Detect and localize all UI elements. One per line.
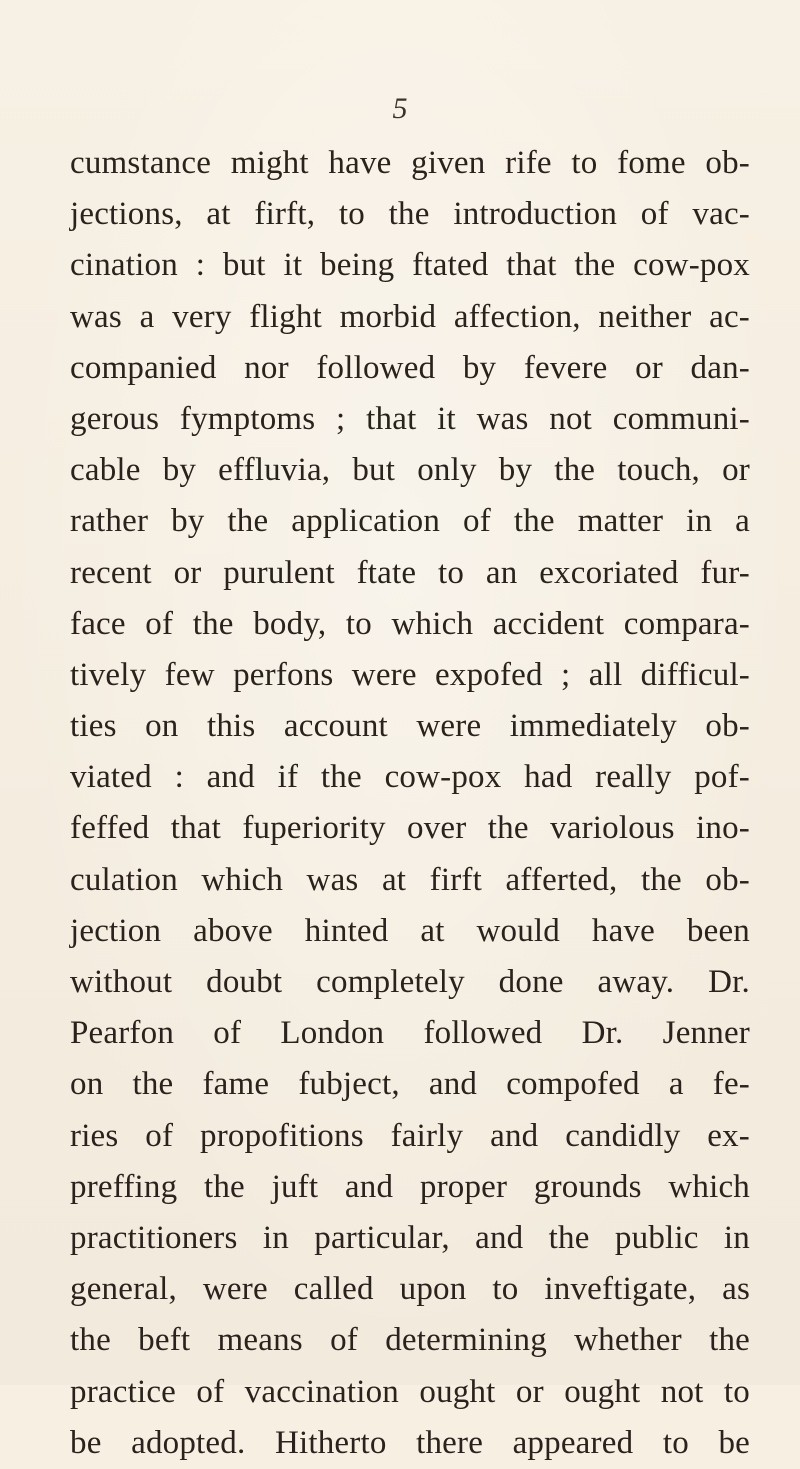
body-text bbox=[70, 138, 750, 1469]
text-line: ries of propofitions fairly and candidly ex- bbox=[70, 1117, 750, 1154]
text-line: companied nor followed by fevere or dan- bbox=[70, 349, 750, 386]
text-line: jection above hinted at would have been bbox=[70, 912, 750, 949]
text-line: be adopted. Hitherto there appeared to be bbox=[70, 1424, 750, 1461]
text-line: cumstance might have given rife to fome ob- bbox=[70, 145, 750, 181]
text-line: face of the body, to which accident compara- bbox=[70, 605, 750, 642]
text-line: Pearfon of London followed Dr. Jenner bbox=[70, 1015, 750, 1052]
text-line: feffed that fuperiority over the variolous ino- bbox=[70, 810, 750, 847]
text-line: gerous fymptoms ; that it was not communi- bbox=[70, 400, 750, 437]
text-line: recent or purulent ftate to an excoriated fur- bbox=[70, 554, 750, 591]
text-line: general, were called upon to inveftigate, as bbox=[70, 1271, 750, 1308]
text-line: viated : and if the cow-pox had really pof- bbox=[70, 759, 750, 796]
text-line: on the fame fubject, and compofed a fe- bbox=[70, 1066, 750, 1103]
text-line: cination : but it being ftated that the cow-pox bbox=[70, 247, 750, 284]
text-line: the beft means of determining whether the bbox=[70, 1322, 750, 1359]
text-line: ties on this account were immediately ob- bbox=[70, 708, 750, 745]
text-line: rather by the application of the matter in a bbox=[70, 503, 750, 540]
page-number: 5 bbox=[392, 92, 408, 125]
text-line: without doubt completely done away. Dr. bbox=[70, 964, 750, 1000]
text-line: cable by effluvia, but only by the touch, or bbox=[70, 452, 750, 489]
text-line: practitioners in particular, and the public in bbox=[70, 1219, 750, 1256]
text-line: tively few perfons were expofed ; all difficul- bbox=[70, 656, 750, 693]
text-line: culation which was at firft afferted, the ob- bbox=[70, 861, 750, 898]
text-line: preffing the juft and proper grounds which bbox=[70, 1168, 750, 1205]
text-line: was a very flight morbid affection, neither ac- bbox=[70, 298, 750, 335]
text-line: practice of vaccination ought or ought not to bbox=[70, 1373, 750, 1410]
text-line: jections, at firft, to the introduction of vac- bbox=[70, 196, 750, 233]
